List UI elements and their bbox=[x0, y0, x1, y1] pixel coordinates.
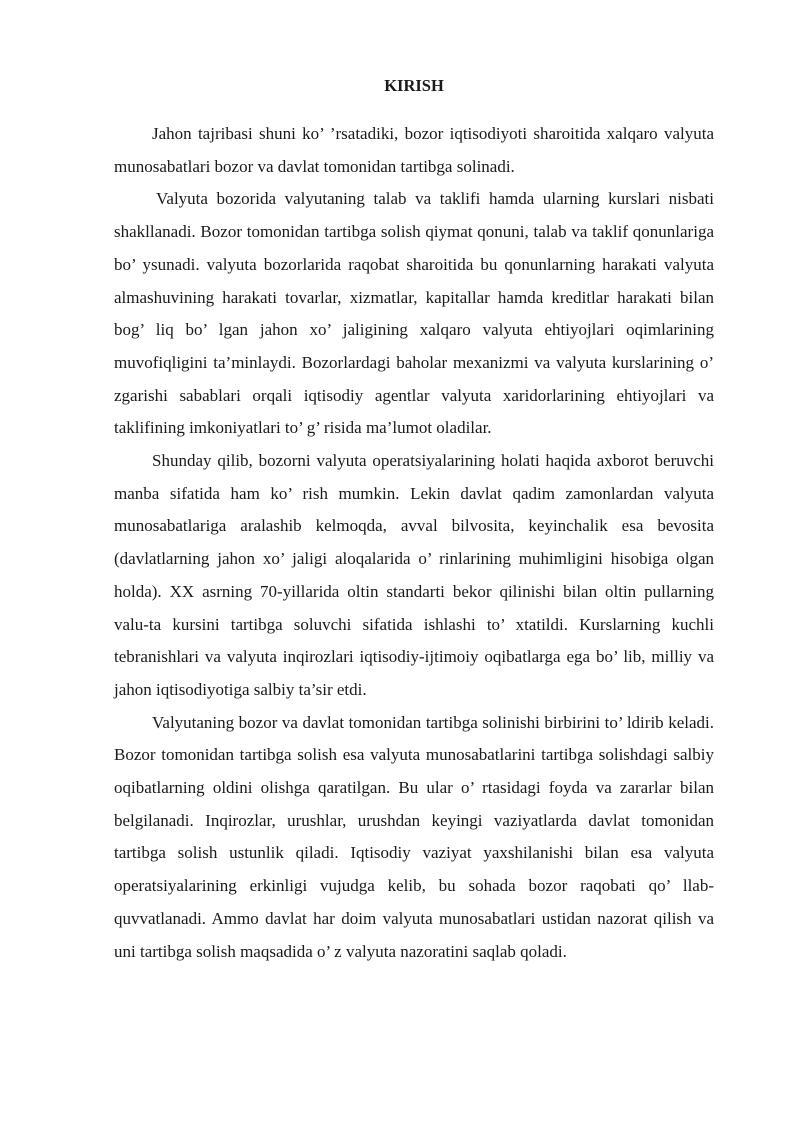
paragraph-3: Shunday qilib, bozorni valyuta operatsiyalarining holati haqida axborot beruvchi manba sifatida ham ko’ rish mumkin. Lekin davlat qadim zamonlardan valyuta munosabatlariga aralashib kelmoqda, avval bilvosita, keyinchalik esa bevosita (davlatlarning jahon xo’ jaligi aloqalarida o’ rinlarining muhimligini hisobiga olgan holda). XX asrning 70-yillarida oltin standarti bekor qilinishi bilan oltin pullarning valu-ta kursini tartibga soluvchi sifatida ishlashi to’ xtatildi. Kurslarning kuchli tebranishlari va valyuta inqirozlari iqtisodiy-ijtimoiy oqibatlarga ega bo’ lib, milliy va jahon iqtisodiyotiga salbiy ta’sir etdi. bbox=[114, 451, 714, 699]
paragraph-2: Valyuta bozorida valyutaning talab va taklifi hamda ularning kurslari nisbati shakllanadi. Bozor tomonidan tartibga solish qiymat qonuni, talab va taklif qonunlariga bo’ ysunadi. valyuta bozorlarida raqobat sharoitida bu qonunlarning harakati valyuta almashuvining harakati tovarlar, xizmatlar, kapitallar hamda kreditlar harakati bilan bog’ liq bo’ lgan jahon xo’ jaligining xalqaro valyuta ehtiyojlari oqimlarining muvofiqligini ta’minlaydi. Bozorlardagi baholar mexanizmi va valyuta kurslarining o’ zgarishi sabablari orqali iqtisodiy agentlar valyuta xaridorlarining ehtiyojlari va taklifining imkoniyatlari to’ g’ risida ma’lumot oladilar. bbox=[114, 189, 714, 438]
paragraph-4: Valyutaning bozor va davlat tomonidan tartibga solinishi birbirini to’ ldirib keladi. Bozor tomonidan tartibga solish esa valyuta munosabatlarini tartibga solishdagi salbiy oqibatlarning oldini olishga qaratilgan. Bu ular o’ rtasidagi foyda va zararlar bilan belgilanadi. Inqirozlar, urushlar, urushdan keyingi vaziyatlarda davlat tomonidan tartibga solish ustunlik qiladi. Iqtisodiy vaziyat yaxshilanishi bilan esa valyuta operatsiyalarining erkinligi vujudga kelib, bu sohada bozor raqobati qo’ llab-quvvatlanadi. Ammo davlat har doim valyuta munosabatlari ustidan nazorat qilish va uni tartibga solish maqsadida o’ z valyuta nazoratini saqlab qoladi. bbox=[114, 712, 714, 961]
page-title: KIRISH bbox=[384, 76, 444, 95]
paragraph-1: Jahon tajribasi shuni ko’ ’rsatadiki, bozor iqtisodiyoti sharoitida xalqaro valyuta munosabatlari bozor va davlat tomonidan tartibga solinadi. bbox=[114, 124, 714, 176]
